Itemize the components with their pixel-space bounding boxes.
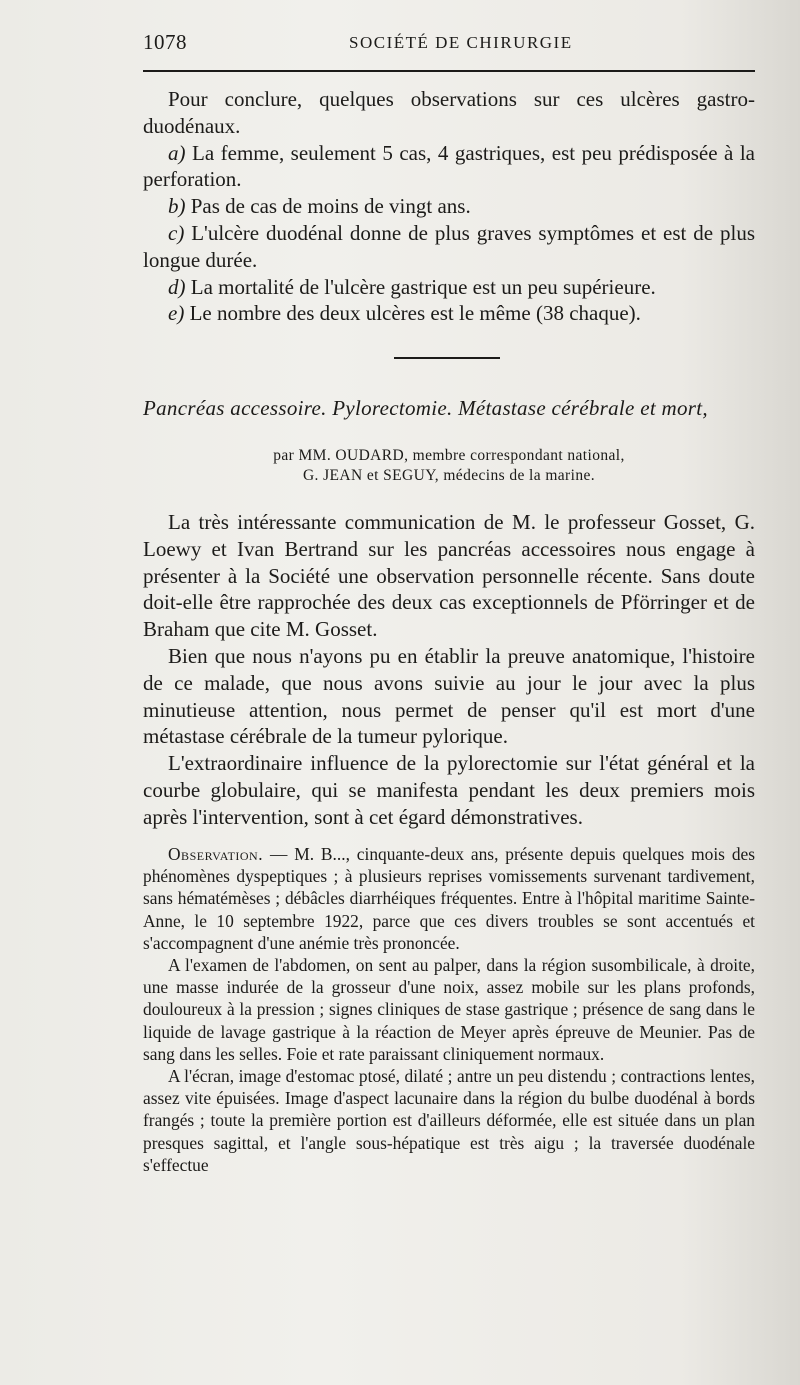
page-number: 1078: [143, 30, 187, 54]
observation-section: [143, 843, 755, 1176]
authors-line-2: G. JEAN et SEGUY, médecins de la marine.: [302, 466, 596, 484]
list-item: b) Pas de cas de moins de vingt ans.: [168, 194, 471, 219]
article-body: [143, 509, 755, 831]
list-item: a) La femme, seulement 5 cas, 4 gastriques, est peu prédisposée à la perforation.: [143, 140, 755, 192]
article-authors: [143, 446, 755, 485]
list-item: d) La mortalité de l'ulcère gastrique est un peu supérieure.: [168, 274, 656, 299]
header-rule: [143, 70, 755, 72]
list-item: e) Le nombre des deux ulcères est le même (38 chaque).: [168, 301, 641, 326]
list-item: c) L'ulcère duodénal donne de plus graves symptômes et est de plus longue durée.: [143, 220, 755, 272]
body-paragraph: L'extraordinaire influence de la pylorectomie sur l'état général et la courbe globulaire, qui se manifesta pendant les deux premiers mois après l'intervention, sont à cet égard démonstratives.: [143, 751, 755, 829]
section-separator: [394, 357, 500, 359]
running-head: SOCIÉTÉ DE CHIRURGIE: [349, 33, 573, 52]
observation-label: Observation.: [168, 844, 264, 864]
authors-line-1: par MM. OUDARD, membre correspondant national,: [273, 447, 625, 464]
observation-paragraph: A l'écran, image d'estomac ptosé, dilaté ; antre un peu distendu ; contractions lentes, assez vite épuisées. Image d'aspect lacunaire dans la région du bulbe duodénal à bords frangés ; toute la première portion est d'ailleurs déformée, elle est située dans un plan presques sagittal, et l'angle sous-hépatique est très aigu ; la traversée duodénale s'effectue: [143, 1066, 755, 1175]
body-paragraph: Bien que nous n'ayons pu en établir la preuve anatomique, l'histoire de ce malade, que nous avons suivie au jour le jour avec la plus minutieuse attention, nous permet de penser qu'il est mort d'une métastase cérébrale de la tumeur pylorique.: [143, 643, 755, 749]
page-header: [143, 30, 755, 58]
conclusion-section: [143, 86, 755, 327]
article-title: Pancréas accessoire. Pylorectomie. Métastase cérébrale et mort,: [143, 396, 708, 420]
observation-paragraph: Observation. — M. B..., cinquante-deux ans, présente depuis quelques mois des phénomènes dyspeptiques ; à plusieurs reprises vomissements survenant tardivement, sans hématémèses ; débâcles diarrhéiques fréquentes. Entre à l'hôpital maritime Sainte-Anne, le 10 septembre 1922, parce que ces divers troubles se sont accentués et s'accompagnent d'une anémie très prononcée.: [143, 844, 755, 953]
conclusion-intro: Pour conclure, quelques observations sur ces ulcères gastro-duodénaux.: [143, 87, 755, 138]
body-paragraph: La très intéressante communication de M. le professeur Gosset, G. Loewy et Ivan Bertrand sur les pancréas accessoires nous engage à présenter à la Société une observation personnelle récente. Sans doute doit-elle être rapprochée des deux cas exceptionnels de Pförringer et de Braham que cite M. Gosset.: [143, 510, 755, 642]
observation-paragraph: A l'examen de l'abdomen, on sent au palper, dans la région susombilicale, à droite, une masse indurée de la grosseur d'une noix, assez mobile sur les plans profonds, douloureux à la pression ; signes cliniques de stase gastrique ; présence de sang dans le liquide de lavage gastrique à la réaction de Meyer après épreuve de Meunier. Pas de sang dans les selles. Foie et rate paraissant cliniquement normaux.: [143, 955, 755, 1064]
